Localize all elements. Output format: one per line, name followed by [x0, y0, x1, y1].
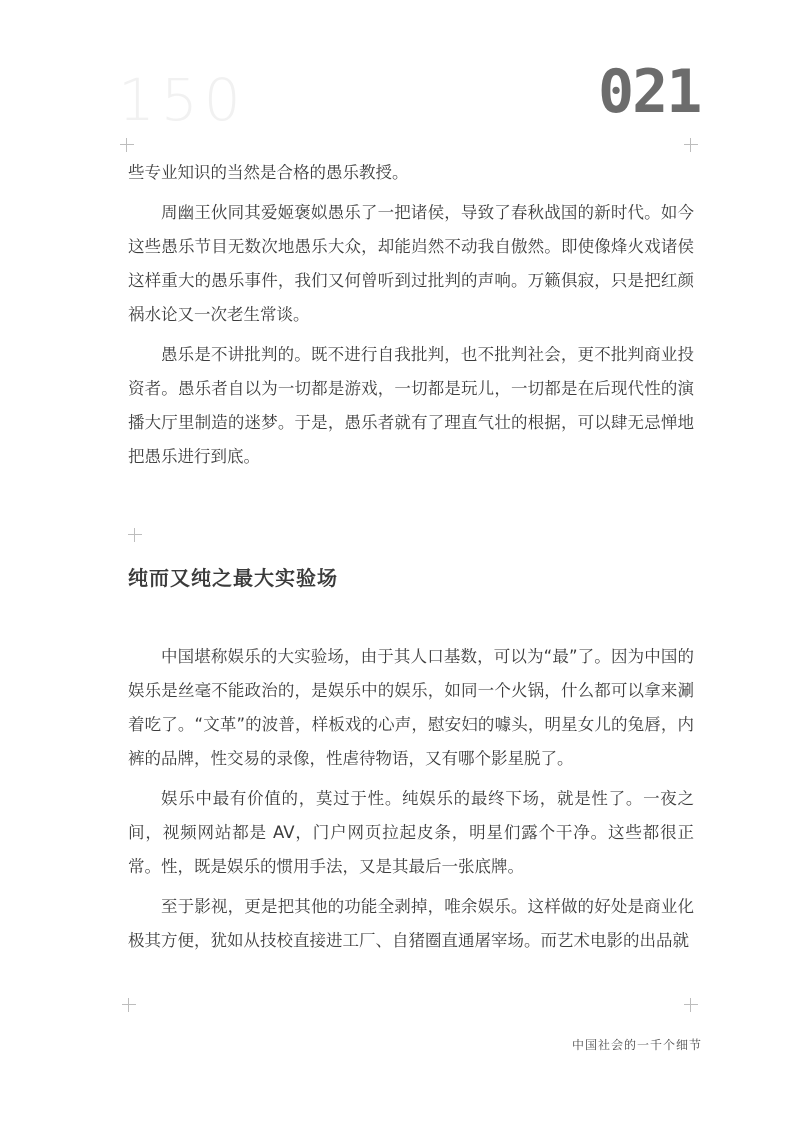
paragraph: 周幽王伙同其爱姬褒姒愚乐了一把诸侯，导致了春秋战国的新时代。如今这些愚乐节目无数次地愚乐大众，却能岿然不动我自傲然。即使像烽火戏诸侯这样重大的愚乐事件，我们又何曾听到过批判的声响。万籁俱寂，只是把红颜祸水论又一次老生常谈。 — [128, 203, 694, 324]
page-number: 021 — [598, 57, 701, 127]
paragraph: 娱乐中最有价值的，莫过于性。纯娱乐的最终下场，就是性了。一夜之间，视频网站都是 AV，门户网页拉起皮条，明星们露个干净。这些都很正常。性，既是娱乐的惯用手法，又是其最后一张底牌。 — [128, 789, 694, 876]
ghost-page-number: 150 — [118, 66, 247, 134]
crop-mark — [120, 138, 134, 152]
crop-mark — [684, 998, 698, 1012]
paragraph: 中国堪称娱乐的大实验场，由于其人口基数，可以为“最”了。因为中国的娱乐是丝毫不能政治的，是娱乐中的娱乐，如同一个火锅，什么都可以拿来涮着吃了。“文革”的波普，样板戏的心声，慰安妇的噱头，明星女儿的兔唇，内裤的品牌，性交易的录像，性虐待物语，又有哪个影星脱了。 — [128, 647, 694, 768]
crop-mark — [122, 998, 136, 1012]
crop-mark — [128, 528, 142, 542]
crop-mark — [684, 138, 698, 152]
section-title: 纯而又纯之最大实验场 — [128, 566, 338, 590]
paragraph: 愚乐是不讲批判的。既不进行自我批判，也不批判社会，更不批判商业投资者。愚乐者自以为一切都是游戏，一切都是玩儿，一切都是在后现代性的演播大厅里制造的迷梦。于是，愚乐者就有了理直气壮的根据，可以肆无忌惮地把愚乐进行到底。 — [128, 345, 694, 466]
paragraph: 些专业知识的当然是合格的愚乐教授。 — [128, 163, 409, 182]
running-footer: 中国社会的一千个细节 — [572, 1038, 703, 1052]
section-1-body — [128, 156, 694, 474]
paragraph: 至于影视，更是把其他的功能全剥掉，唯余娱乐。这样做的好处是商业化极其方便，犹如从技校直接进工厂、自猪圈直通屠宰场。而艺术电影的出品就 — [128, 897, 694, 950]
section-2-body — [128, 640, 694, 958]
